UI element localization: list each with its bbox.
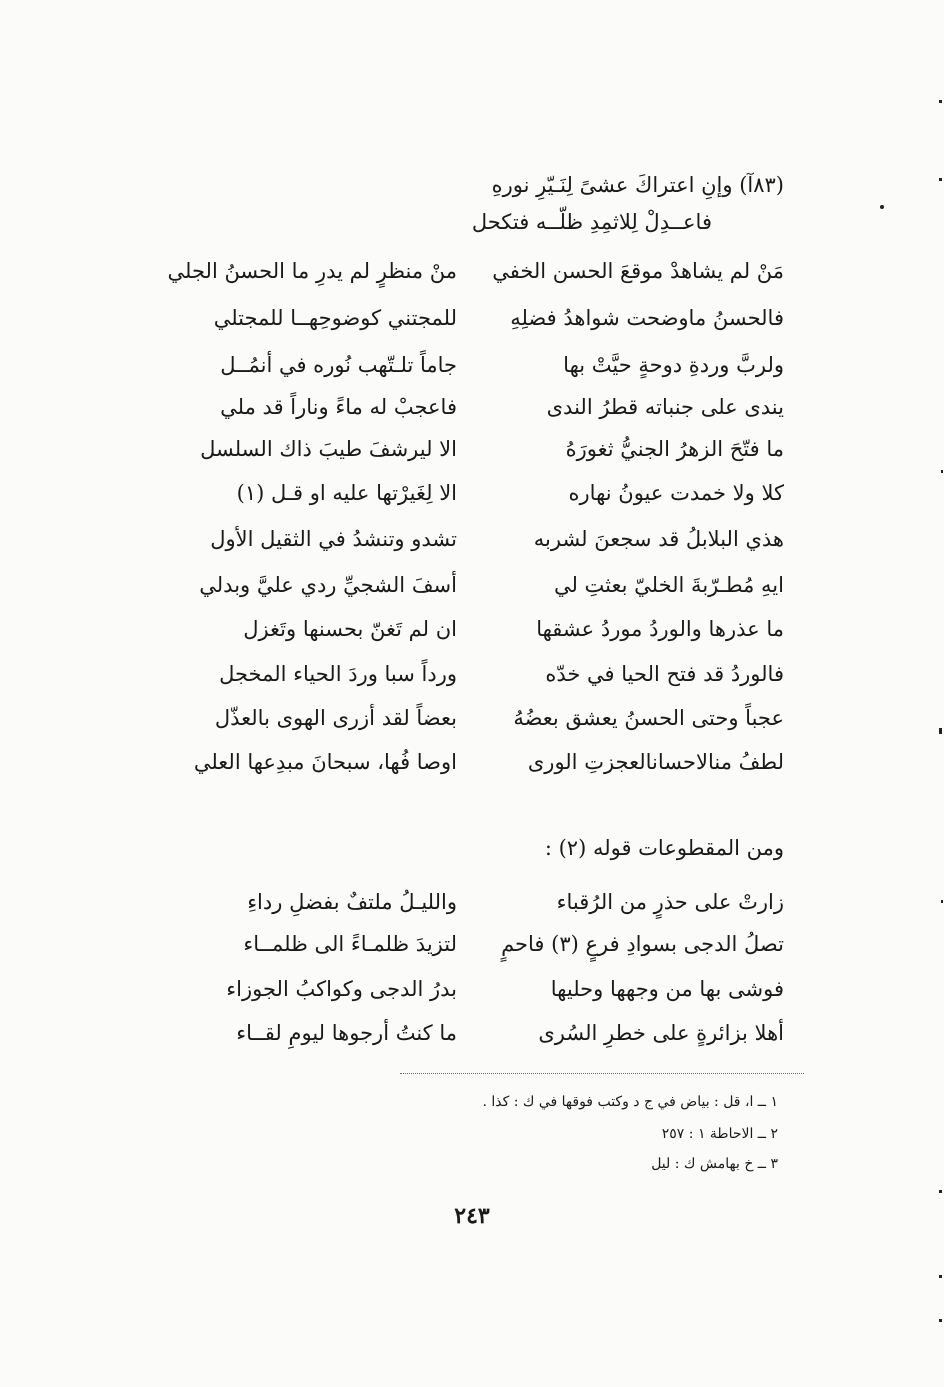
verse-left: بعضاً لقد أزرى الهوى بالعذّل xyxy=(214,706,457,730)
footnote-divider xyxy=(400,1073,804,1074)
verse-right: أهلا بزائرةٍ على خطرِ السُرى xyxy=(538,1021,784,1045)
footnote: ٣ ــ خ بهامش ك : ليل xyxy=(651,1156,778,1172)
verse-left: الا لِغَيرْتها عليه او قـل (١) xyxy=(236,481,457,505)
verse-left: فاعجبْ له ماءً وناراً قد ملي xyxy=(220,395,457,419)
verse-left: بدرُ الدجى وكواكبُ الجوزاء xyxy=(226,977,457,1001)
verse-right: يندى على جنباته قطرُ الندى xyxy=(546,395,784,419)
verse-right: ما عذرها والوردُ موردُ عشقها xyxy=(536,617,784,641)
verse-right: مَنْ لم يشاهدْ موقعَ الحسن الخفي xyxy=(492,259,784,283)
verse-right: عجباً وحتى الحسنُ يعشق بعضُهُ xyxy=(513,706,784,730)
verse-left: للمجتني كوضوحِهــا للمجتلي xyxy=(213,306,457,330)
verse-left: أسفَ الشجيِّ ردي عليَّ وبدلي xyxy=(199,573,457,597)
verse-left: لتزيدَ ظلمـاءً الى ظلمــاء xyxy=(243,932,457,956)
verse-right: فوشى بها من وجهها وحليها xyxy=(550,977,784,1001)
scan-speck xyxy=(939,1319,942,1322)
verse-right: هذي البلابلُ قد سجعنَ لشربه xyxy=(533,527,784,551)
scan-speck xyxy=(939,100,942,103)
scan-speck xyxy=(941,470,943,473)
verse-right: زارتْ على حذرٍ من الرُقباء xyxy=(556,890,784,914)
intro-line-1: (٨٣آ) وإنِ اعتراكَ عشىً لِنَـيّرِ نورهِ xyxy=(491,173,784,197)
verse-right: لطفُ منالاحسانالعجزتِ الورى xyxy=(527,750,784,774)
scan-speck xyxy=(939,728,942,734)
page-number: ٢٤٣ xyxy=(454,1203,490,1229)
scan-speck xyxy=(880,205,884,209)
verse-left: والليـلُ ملتفٌ بفضلِ رداءِ xyxy=(247,890,457,914)
intro-line-2: فاعــدِلْ لِلاثمِدِ ظلّــه فتكحل xyxy=(471,210,712,234)
verse-left: الا ليرشفَ طيبَ ذاك السلسل xyxy=(200,437,457,461)
verse-left: ان لم تَغنّ بحسنها وتَغزل xyxy=(243,617,457,641)
verse-left: اوصا فُها، سبحانَ مبدِعها العلي xyxy=(193,750,457,774)
verse-right: فالوردُ قد فتح الحيا في خدّه xyxy=(545,662,784,686)
verse-left: جاماً تلـتّهب نُوره في أنمُــل xyxy=(220,353,457,377)
section-heading: ومن المقطوعات قوله (٢) : xyxy=(544,836,784,860)
footnote: ١ ــ ا، قل : بياض في ج د وكتب فوقها في ك : كذا . xyxy=(482,1094,778,1110)
verse-right: ما فتّحَ الزهرُ الجنيُّ ثغورَهُ xyxy=(565,437,784,461)
verse-left: منْ منظرٍ لم يدرِ ما الحسنُ الجلي xyxy=(167,259,457,283)
scan-speck xyxy=(939,178,942,181)
footnote: ٢ ــ الاحاطة ١ : ٢٥٧ xyxy=(661,1126,778,1142)
verse-right: فالحسنُ ماوضحت شواهدُ فضلِهِ xyxy=(510,306,784,330)
verse-right: ولربَّ وردةِ دوحةٍ حيَّتْ بها xyxy=(563,353,784,377)
verse-right: كلا ولا خمدت عيونُ نهاره xyxy=(568,481,784,505)
verse-right: ايهِ مُطـرّبةَ الخليّ بعثتِ لي xyxy=(553,573,784,597)
scan-speck xyxy=(939,1190,942,1193)
scan-speck xyxy=(939,1275,942,1278)
verse-right: تصلُ الدجى بسوادِ فرعٍ (٣) فاحمٍ xyxy=(501,932,784,956)
verse-left: ما كنتُ أرجوها ليومِ لقــاء xyxy=(236,1021,457,1045)
verse-left: تشدو وتنشدُ في الثقيل الأول xyxy=(210,527,457,551)
verse-left: ورداً سبا وردَ الحياء المخجل xyxy=(219,662,457,686)
scan-speck xyxy=(941,900,943,903)
